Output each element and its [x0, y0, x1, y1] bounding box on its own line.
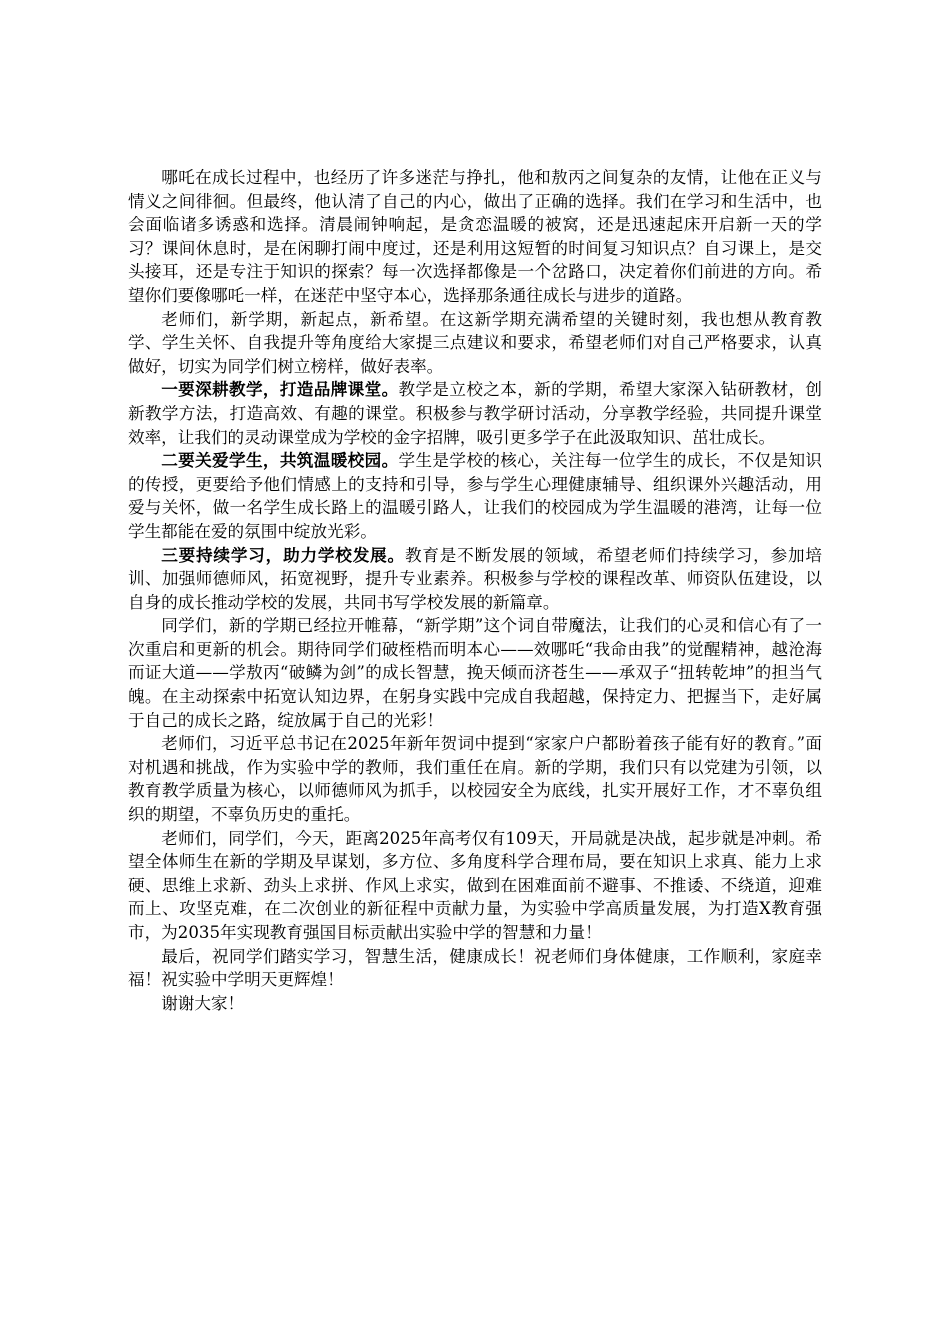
- paragraph-text: 最后，祝同学们踏实学习，智慧生活，健康成长！祝老师们身体健康，工作顺利，家庭幸福！祝实验中学明天更辉煌！: [128, 946, 822, 990]
- paragraph-text: 哪吒在成长过程中，也经历了许多迷茫与挣扎，他和敖丙之间复杂的友情，让他在正义与情义之间徘徊。但最终，他认清了自己的内心，做出了正确的选择。我们在学习和生活中，也会面临诸多诱惑和选择。清晨闹钟响起，是贪恋温暖的被窝，还是迅速起床开启新一天的学习？课间休息时，是在闲聊打闹中度过，还是利用这短暂的时间复习知识点？自习课上，是交头接耳，还是专注于知识的探索？每一次选择都像是一个岔路口，决定着你们前进的方向。希望你们要像哪吒一样，在迷茫中坚守本心，选择那条通往成长与进步的道路。: [128, 168, 822, 305]
- paragraph-nezha-choice: [128, 166, 822, 308]
- paragraph-gaokao-countdown: [128, 827, 822, 945]
- paragraph-teachers-new-term: [128, 308, 822, 379]
- paragraph-requirement-three: [128, 544, 822, 615]
- paragraph-text: 老师们，新学期，新起点，新希望。在这新学期充满希望的关键时刻，我也想从教育教学、学生关怀、自我提升等角度给大家提三点建议和要求，希望老师们对自己严格要求，认真做好，切实为同学们树立榜样，做好表率。: [128, 309, 822, 376]
- paragraph-requirement-one: [128, 378, 822, 449]
- document-body: [128, 166, 822, 1015]
- paragraph-text: 同学们，新的学期已经拉开帷幕，“新学期”这个词自带魔法，让我们的心灵和信心有了一次重启和更新的机会。期待同学们破桎梏而明本心——效哪吒“我命由我”的觉醒精神，越沧海而证大道——学敖丙“破鳞为剑”的成长智慧，挽天倾而济苍生——承双子“扭转乾坤”的担当气魄。在主动探索中拓宽认知边界，在躬身实践中完成自我超越，保持定力、把握当下，走好属于自己的成长之路，绽放属于自己的光彩！: [128, 616, 822, 730]
- paragraph-students-new-term: [128, 614, 822, 732]
- paragraph-thanks: [128, 992, 822, 1016]
- paragraph-text: 老师们，同学们，今天，距离2025年高考仅有109天，开局就是决战，起步就是冲刺。希望全体师生在新的学期及早谋划，多方位、多角度科学合理布局，要在知识上求真、能力上求硬、思维上求新、劲头上求拼、作风上求实，做到在困难面前不避事、不推诿、不绕道，迎难而上、攻坚克难，在二次创业的新征程中贡献力量，为实验中学高质量发展，为打造X教育强市，为2035年实现教育强国目标贡献出实验中学的智慧和力量！: [128, 828, 822, 942]
- paragraph-text: 教育是不断发展的领域，希望老师们持续学习，参加培训、加强师德师风，拓宽视野，提升专业素养。积极参与学校的课程改革、师资队伍建设，以自身的成长推动学校的发展，共同书写学校发展的新篇章。: [128, 545, 823, 612]
- paragraph-text: 教学是立校之本，新的学期，希望大家深入钻研教材，创新教学方法，打造高效、有趣的课堂。积极参与教学研讨活动，分享教学经验，共同提升课堂效率，让我们的灵动课堂成为学校的金字招牌，吸引更多学子在此汲取知识、茁壮成长。: [128, 380, 822, 447]
- paragraph-closing-wishes: [128, 945, 822, 992]
- paragraph-requirement-two: [128, 449, 822, 543]
- requirement-two-heading: 二要关爱学生，共筑温暖校园。: [161, 450, 399, 471]
- requirement-three-heading: 三要持续学习，助力学校发展。: [161, 544, 405, 565]
- paragraph-new-year-message: [128, 732, 822, 826]
- paragraph-text: 学生是学校的核心，关注每一位学生的成长，不仅是知识的传授，更要给予他们情感上的支持和引导，参与学生心理健康辅导、组织课外兴趣活动，用爱与关怀，做一名学生成长路上的温暖引路人，让我们的校园成为学生温暖的港湾，让每一位学生都能在爱的氛围中绽放光彩。: [128, 451, 822, 541]
- requirement-one-heading: 一要深耕教学，打造品牌课堂。: [161, 379, 399, 400]
- paragraph-text: 谢谢大家！: [161, 993, 245, 1013]
- paragraph-text: 老师们，习近平总书记在2025年新年贺词中提到“家家户户都盼着孩子能有好的教育。”面对机遇和挑战，作为实验中学的教师，我们重任在肩。新的学期，我们只有以党建为引领，以教育教学质量为核心，以师德师风为抓手，以校园安全为底线，扎实开展好工作，才不辜负组织的期望，不辜负历史的重托。: [128, 734, 822, 825]
